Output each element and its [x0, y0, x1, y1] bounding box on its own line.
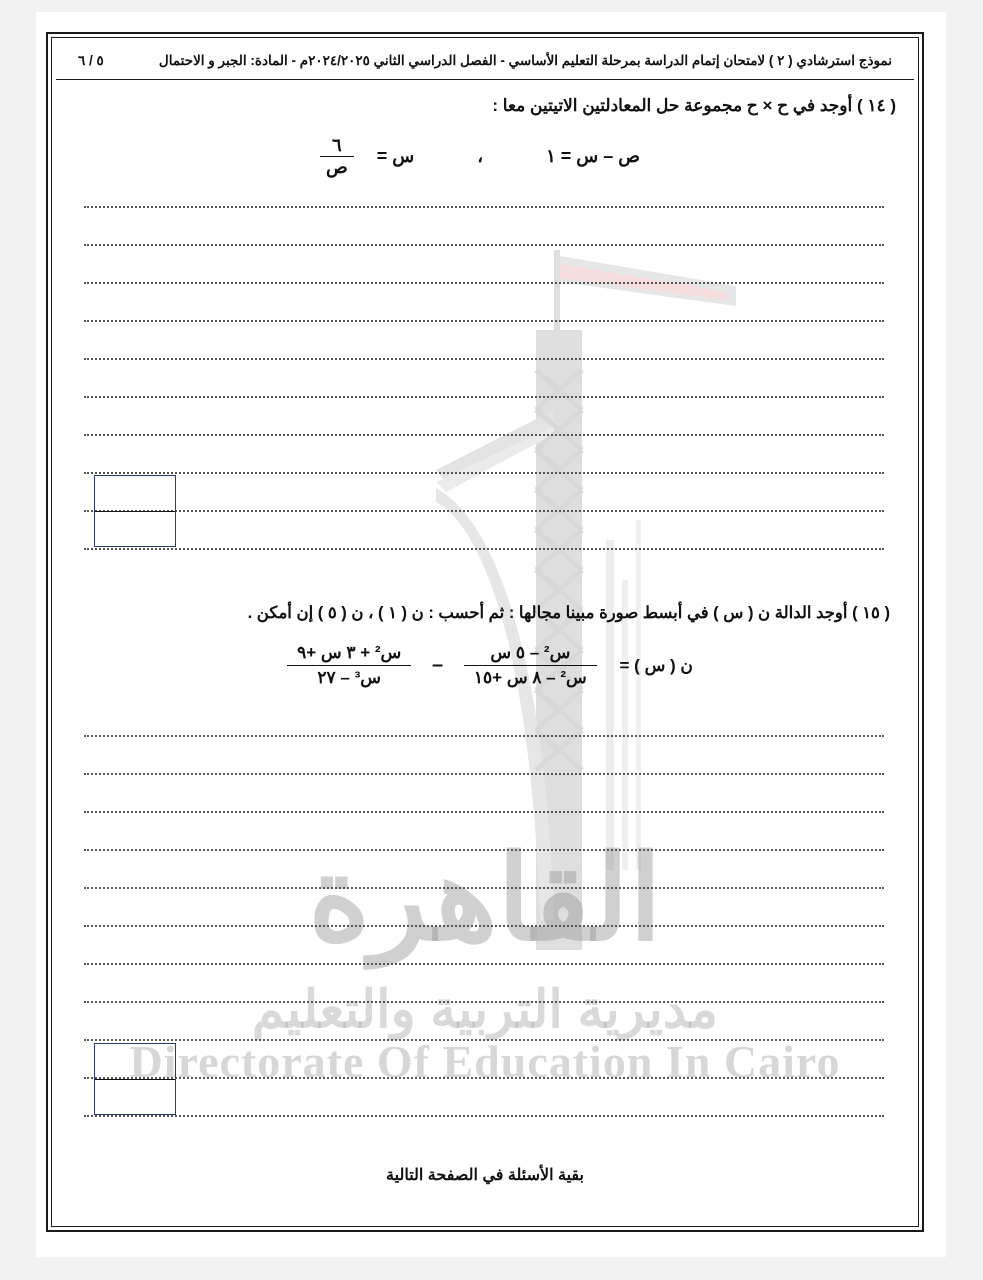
answer-line	[84, 396, 884, 398]
question-14-equation	[56, 136, 914, 178]
answer-line	[84, 1115, 884, 1117]
answer-line	[84, 244, 884, 246]
question-15-text: أوجد الدالة ن ( س ) في أبسط صورة مبينا مجالها : ثم أحسب : ن ( ١ ) ، ن ( ٥ ) إن أمكن .	[247, 604, 848, 622]
header-title: نموذج استرشادي ( ٢ ) لامتحان إتمام الدراسة بمرحلة التعليم الأساسي - الفصل الدراسي الثاني ٢٠٢٤/٢٠٢٥م - المادة: الجبر و الاحتمال	[158, 52, 892, 68]
question-15-equation	[56, 643, 914, 688]
equation-14-left: ص – س = ١	[546, 146, 641, 167]
answer-line	[84, 434, 884, 436]
equation-15-frac2-denominator: س³ – ٢٧	[287, 665, 411, 688]
answer-line	[84, 773, 884, 775]
answer-line	[84, 282, 884, 284]
answer-line	[84, 206, 884, 208]
grade-box-divider	[95, 1079, 175, 1080]
equation-14-separator: ،	[477, 146, 484, 167]
page-content	[56, 80, 914, 1230]
equation-14-denominator: ص	[320, 156, 354, 177]
equation-15-fraction-2	[287, 643, 411, 688]
equation-15-frac1-denominator: س² – ٨ س +١٥	[464, 665, 597, 688]
grade-box-divider	[95, 511, 175, 512]
equation-14-right-lhs: س =	[376, 146, 415, 167]
answer-line	[84, 1039, 884, 1041]
grade-box[interactable]	[94, 1043, 176, 1115]
watermark-arabic-large: القاهرة	[308, 833, 662, 965]
question-15	[248, 603, 890, 623]
watermark-latin: Directorate Of Education In Cairo	[129, 1036, 841, 1087]
question-14-number: ( ١٤ )	[856, 96, 896, 115]
answer-line	[84, 510, 884, 512]
crane-watermark-icon	[436, 220, 736, 980]
answer-line	[84, 735, 884, 737]
answer-line	[84, 963, 884, 965]
page-number: ٥ / ٦	[78, 52, 104, 68]
question-14	[492, 96, 896, 116]
answer-line	[84, 811, 884, 813]
watermark-arabic-small: مديرية التربية والتعليم	[252, 981, 718, 1039]
answer-line	[84, 1077, 884, 1079]
footer-note: بقية الأسئلة في الصفحة التالية	[386, 1167, 584, 1184]
equation-15-fraction-1	[464, 643, 597, 688]
question-14-text: أوجد في ح × ح مجموعة حل المعادلتين الاتيتين معا :	[492, 96, 853, 115]
answer-line	[84, 472, 884, 474]
question-15-number: ( ١٥ )	[852, 604, 890, 622]
equation-15-operator: –	[432, 654, 444, 676]
answer-line	[84, 925, 884, 927]
answer-line	[84, 358, 884, 360]
answer-line	[84, 320, 884, 322]
equation-14-fraction	[320, 136, 354, 178]
equation-15-lhs: ن ( س ) =	[619, 655, 693, 675]
answer-line	[84, 887, 884, 889]
answer-line	[84, 849, 884, 851]
answer-line	[84, 1001, 884, 1003]
equation-15-frac1-numerator: س² – ٥ س	[490, 643, 571, 662]
answer-line	[84, 548, 884, 550]
grade-box[interactable]	[94, 475, 176, 547]
page-header	[56, 42, 914, 80]
equation-15-frac2-numerator: س² + ٣ س +٩	[297, 643, 402, 662]
equation-14-numerator: ٦	[332, 135, 342, 155]
